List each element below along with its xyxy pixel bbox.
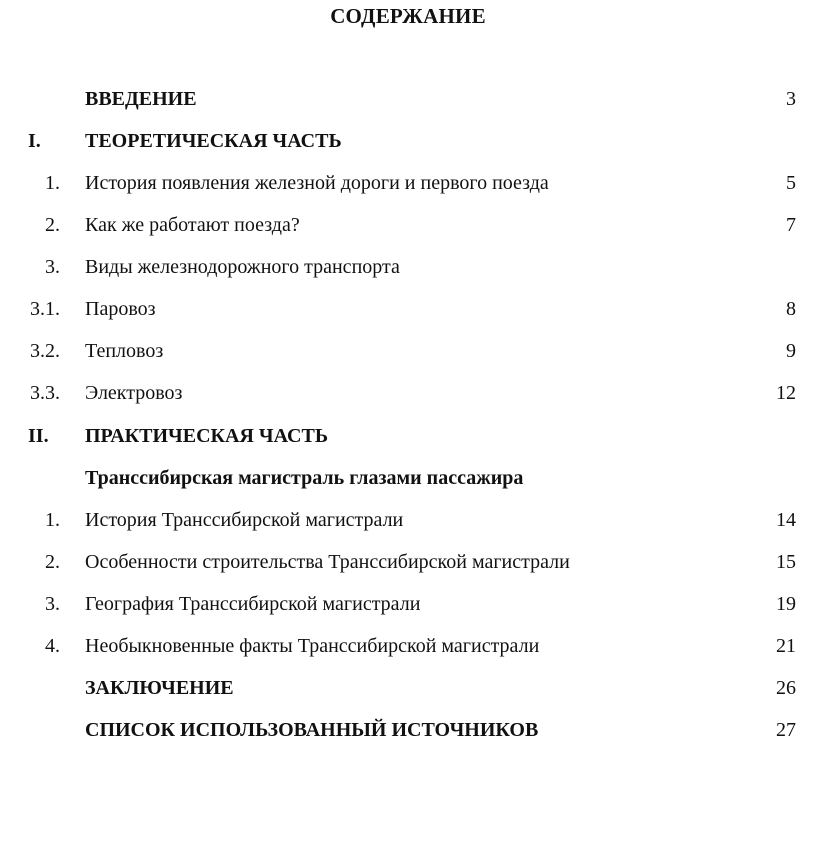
toc-entry-number: 4. bbox=[45, 635, 60, 657]
toc-entry-number: 3. bbox=[45, 256, 60, 278]
toc-entry-page: 14 bbox=[776, 509, 796, 531]
toc-entry-page: 27 bbox=[776, 719, 796, 741]
toc-entry-page: 15 bbox=[776, 551, 796, 573]
toc-entry[interactable] bbox=[0, 380, 816, 406]
toc-entry-page: 8 bbox=[786, 298, 796, 320]
toc-entry-number: I. bbox=[28, 130, 41, 152]
toc-entry-text: Электровоз bbox=[85, 382, 183, 404]
toc-entry-number: 3.3. bbox=[30, 382, 60, 404]
toc-entry-number: II. bbox=[28, 425, 49, 447]
toc-entry-number: 2. bbox=[45, 214, 60, 236]
page-title: СОДЕРЖАНИЕ bbox=[330, 4, 486, 28]
toc-entry-page: 26 bbox=[776, 677, 796, 699]
toc-entry-text: ПРАКТИЧЕСКАЯ ЧАСТЬ bbox=[85, 425, 329, 447]
toc-section-practice[interactable] bbox=[0, 423, 816, 449]
toc-entry[interactable] bbox=[0, 296, 816, 322]
toc-entry-text: Виды железнодорожного транспорта bbox=[85, 256, 400, 278]
toc-entry-text: Особенности строительства Транссибирской магистрали bbox=[85, 551, 570, 573]
toc-entry-number: 1. bbox=[45, 509, 60, 531]
toc-entry-introduction[interactable] bbox=[0, 86, 816, 112]
toc-entry-text: ЗАКЛЮЧЕНИЕ bbox=[85, 677, 234, 699]
toc-entry[interactable] bbox=[0, 591, 816, 617]
toc-entry-number: 3.1. bbox=[30, 298, 60, 320]
toc-entry-page: 5 bbox=[786, 172, 796, 194]
toc-entry-text: Паровоз bbox=[85, 298, 156, 320]
toc-entry-number: 3.2. bbox=[30, 340, 60, 362]
toc-entry-conclusion[interactable] bbox=[0, 675, 816, 701]
toc-entry-page: 12 bbox=[776, 382, 796, 404]
toc-entry-page: 19 bbox=[776, 593, 796, 615]
toc-entry-text: Транссибирская магистраль глазами пассажира bbox=[85, 467, 524, 489]
toc-entry-text: ТЕОРЕТИЧЕСКАЯ ЧАСТЬ bbox=[85, 130, 342, 152]
toc-entry-text: ВВЕДЕНИЕ bbox=[85, 88, 197, 110]
toc-entry-number: 1. bbox=[45, 172, 60, 194]
toc-section-subtitle[interactable] bbox=[0, 465, 816, 491]
toc-entry[interactable] bbox=[0, 212, 816, 238]
toc-entry[interactable] bbox=[0, 338, 816, 364]
toc-entry-text: История Транссибирской магистрали bbox=[85, 509, 404, 531]
toc-entry-page: 3 bbox=[786, 88, 796, 110]
toc-entry-text: География Транссибирской магистрали bbox=[85, 593, 421, 615]
toc-entry[interactable] bbox=[0, 170, 816, 196]
toc-entry-number: 2. bbox=[45, 551, 60, 573]
toc-entry-text: История появления железной дороги и первого поезда bbox=[85, 172, 549, 194]
toc-entry-page: 7 bbox=[786, 214, 796, 236]
toc-entry-number: 3. bbox=[45, 593, 60, 615]
toc-entry[interactable] bbox=[0, 633, 816, 659]
toc-entry-page: 21 bbox=[776, 635, 796, 657]
toc-entry[interactable] bbox=[0, 254, 816, 280]
toc-entry-references[interactable] bbox=[0, 717, 816, 743]
toc-entry-text: Как же работают поезда? bbox=[85, 214, 300, 236]
toc-entry-page: 9 bbox=[786, 340, 796, 362]
toc-entry-text: Тепловоз bbox=[85, 340, 164, 362]
toc-section-theory[interactable] bbox=[0, 128, 816, 154]
toc-entry[interactable] bbox=[0, 507, 816, 533]
toc-entry[interactable] bbox=[0, 549, 816, 575]
toc-entry-text: СПИСОК ИСПОЛЬЗОВАННЫЙ ИСТОЧНИКОВ bbox=[85, 719, 539, 741]
toc-entry-text: Необыкновенные факты Транссибирской магистрали bbox=[85, 635, 540, 657]
